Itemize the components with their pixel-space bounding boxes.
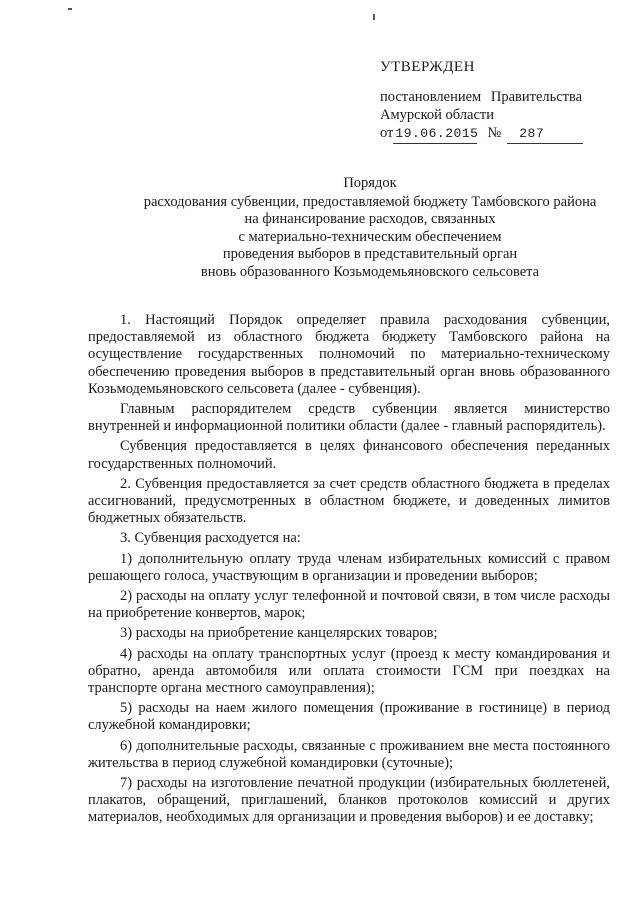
document-title (120, 175, 620, 281)
approval-stamp (380, 58, 620, 144)
paragraph: 5) расходы на наем жилого помещения (проживание в гостинице) в период служебной командировки; (88, 700, 610, 734)
approval-date: 19.06.2015 (393, 125, 477, 144)
approval-heading: УТВЕРЖДЕН (380, 59, 475, 75)
scan-speck (68, 8, 72, 10)
approval-number: 287 (507, 125, 583, 144)
document-body (88, 312, 610, 830)
paragraph: Субвенция предоставляется в целях финансового обеспечения переданных государственных полномочий. (88, 438, 610, 472)
paragraph: 2. Субвенция предоставляется за счет средств областного бюджета в пределах ассигнований, предусмотренных в областном бюджете, и доведенных лимитов бюджетных обязательств. (88, 475, 610, 527)
paragraph: Главным распорядителем средств субвенции является министерство внутренней и информационной политики области (далее - главный распорядитель). (88, 401, 610, 435)
title-line: с материально-техническим обеспечением (238, 228, 502, 245)
paragraph: 1) дополнительную оплату труда членам избирательных комиссий с правом решающего голоса, участвующим в организации и проведении выборов; (88, 550, 610, 584)
paragraph: 6) дополнительные расходы, связанные с проживанием вне места постоянного жительства в период служебной командировки (суточные); (88, 737, 610, 771)
paragraph: 7) расходы на изготовление печатной продукции (избирательных бюллетеней, плакатов, обращений, приглашений, бланков протоколов комиссий и других материалов, необходимых для организации и проведения выборов) и ее доставку; (88, 775, 610, 826)
paragraph: 3. Субвенция расходуется на: (120, 530, 301, 547)
paragraph: 3) расходы на приобретение канцелярских товаров; (120, 625, 438, 642)
paragraph: 2) расходы на оплату услуг телефонной и почтовой связи, в том числе расходы на приобретение конвертов, марок; (88, 588, 610, 622)
approval-line-2: Амурской области (380, 107, 494, 123)
number-label: № (487, 125, 502, 141)
title-line: проведения выборов в представительный орган (222, 246, 518, 262)
scan-speck (373, 14, 375, 20)
title-heading: Порядок (343, 175, 397, 191)
paragraph: 4) расходы на оплату транспортных услуг (проезд к месту командирования и обратно, аренда автомобиля или оплата стоимости ГСМ при поездках на транспорте органа местного самоуправления); (88, 645, 610, 697)
title-line: на финансирование расходов, связанных (244, 211, 496, 227)
title-line: вновь образованного Козьмодемьяновского сельсовета (200, 263, 540, 280)
title-line: расходования субвенции, предоставляемой бюджету Тамбовского района (143, 193, 597, 210)
approval-line-1: постановлением Правительства (380, 89, 583, 105)
approval-date-row (380, 124, 620, 144)
paragraph: 1. Настоящий Порядок определяет правила расходования субвенции, предоставляемой из областного бюджета бюджету Тамбовского района на осуществление государственных полномочий по материально-техническому обеспечению проведения выборов в представительный орган вновь образованного Козьмодемьяновского сельсовета (далее - субвенция). (88, 312, 610, 397)
date-prefix: от (380, 125, 394, 141)
